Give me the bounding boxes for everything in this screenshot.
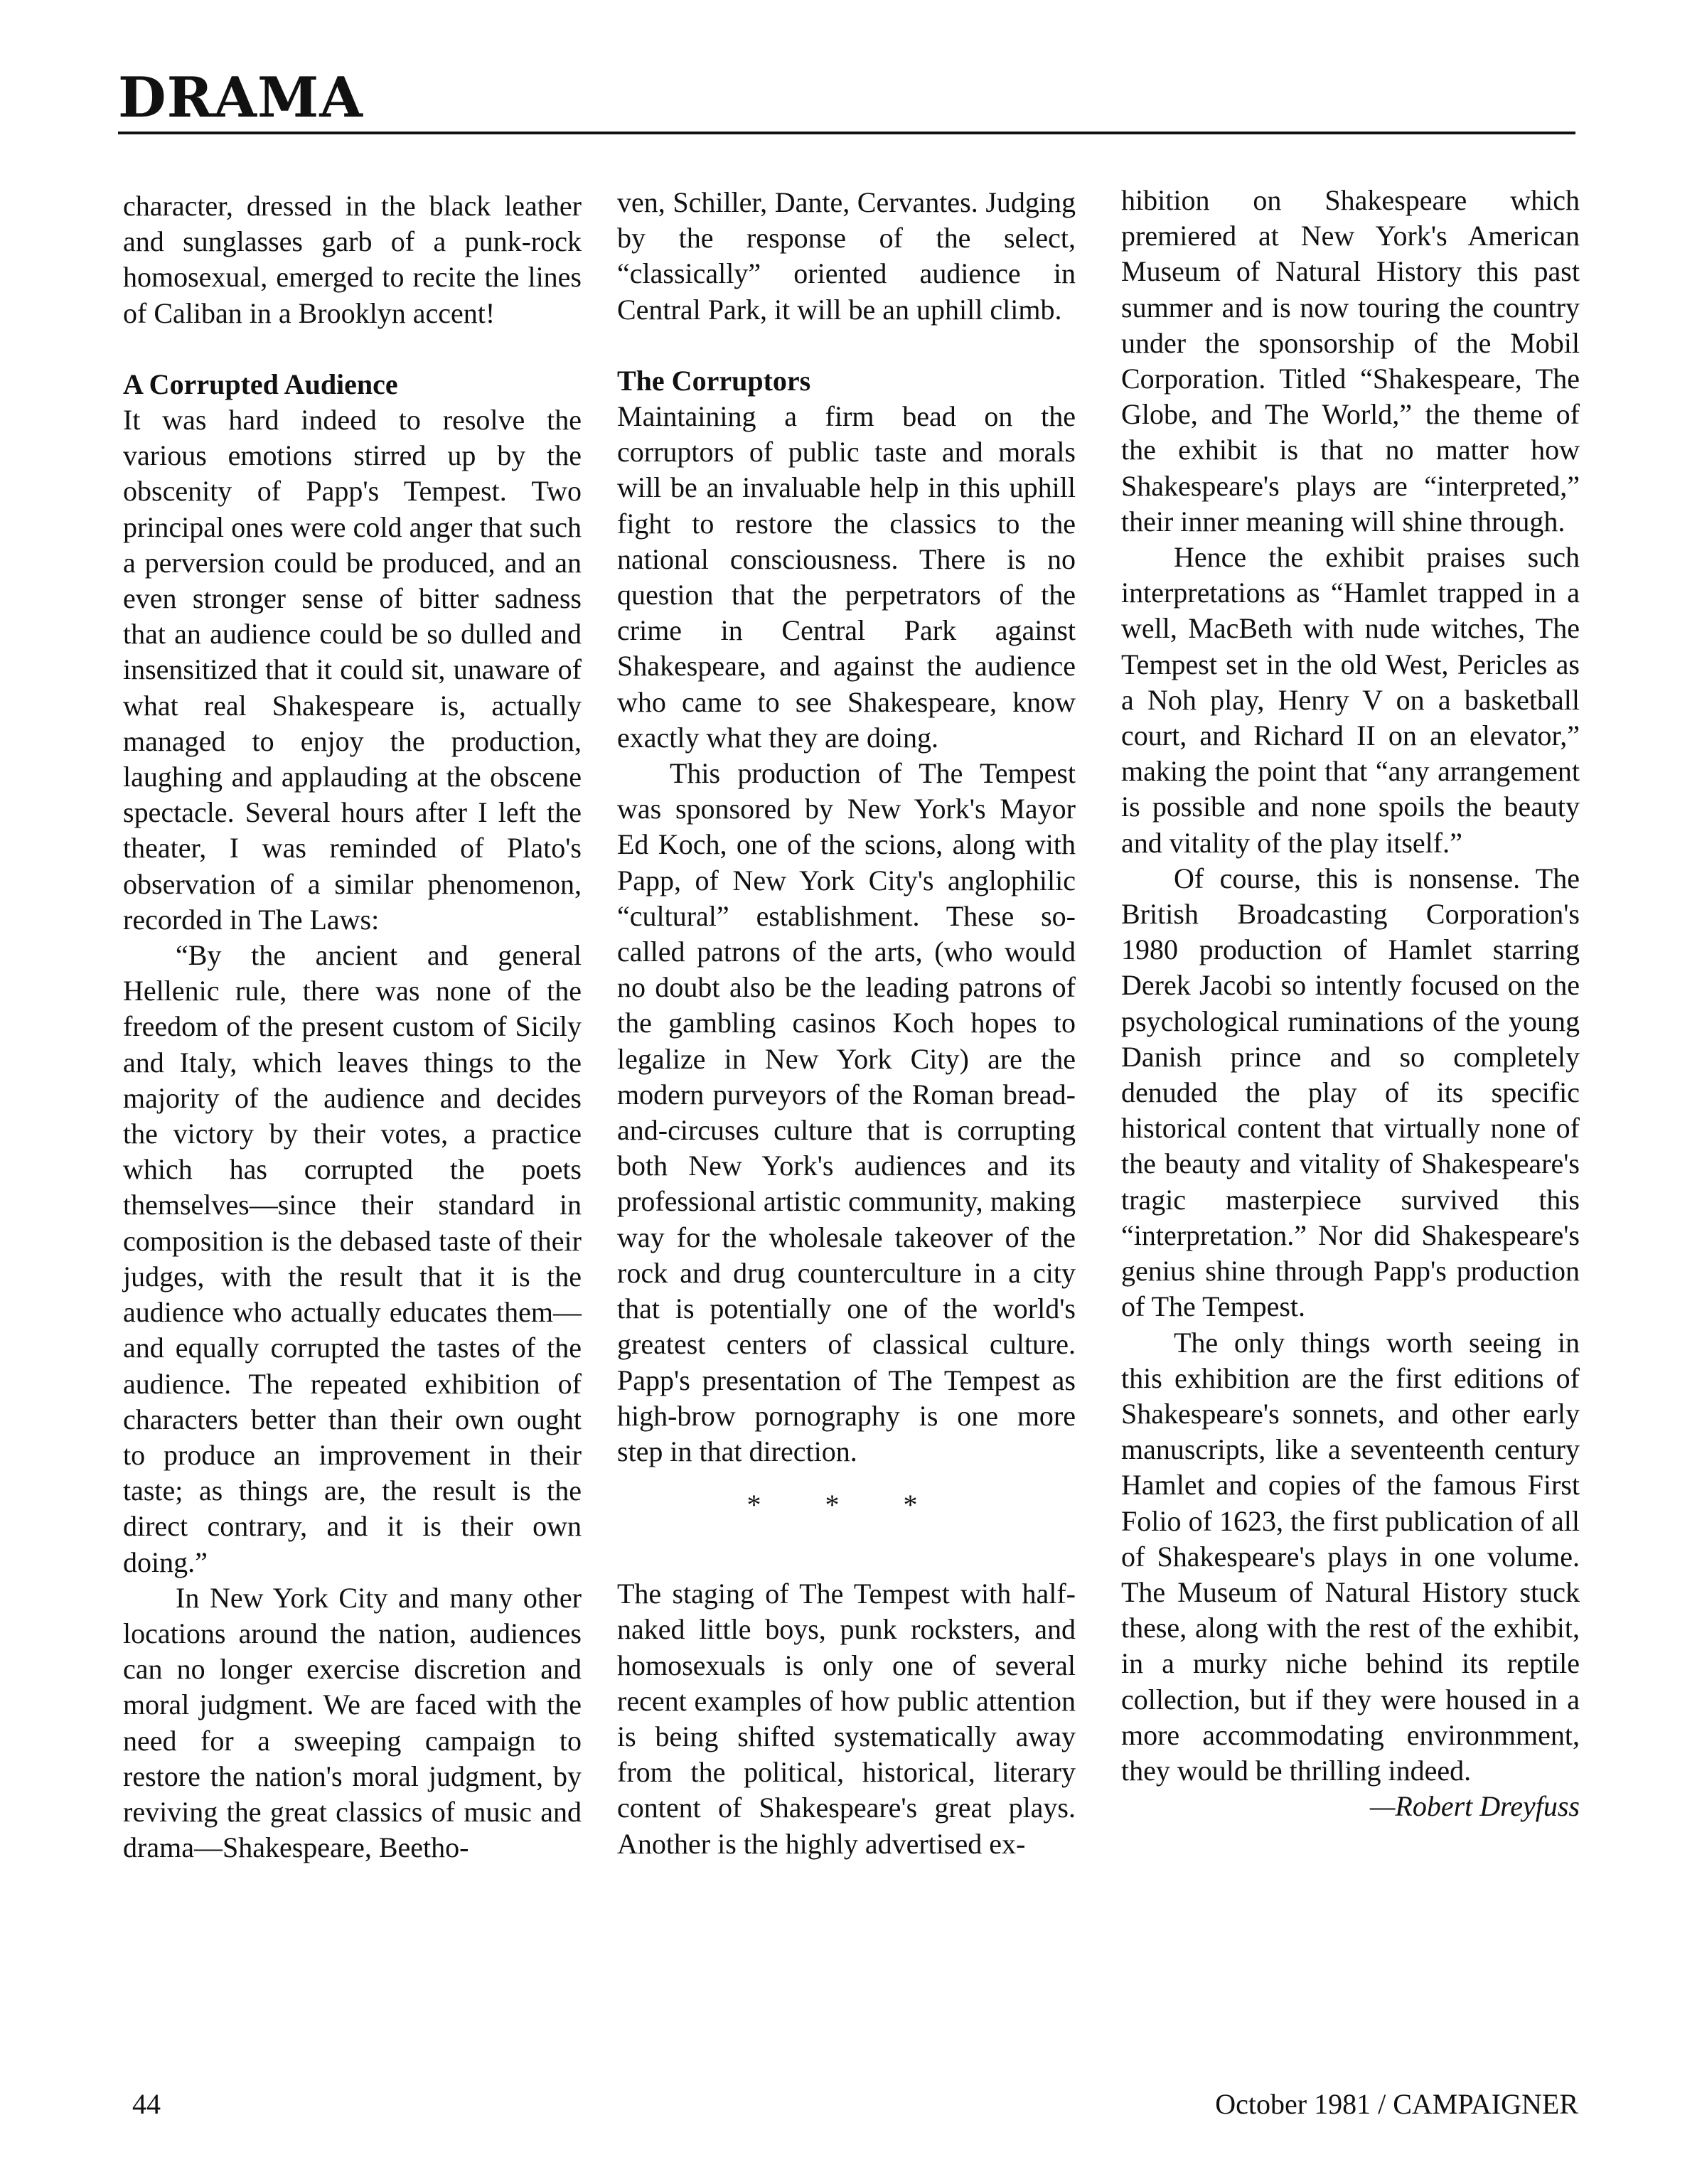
- subheading: The Corruptors: [617, 364, 811, 397]
- issue-masthead: October 1981 / CAMPAIGNER: [1215, 2088, 1578, 2120]
- column-3: [1121, 183, 1580, 1824]
- paragraph: In New York City and many other locations around the nation, audiences can no longer exercise discretion and moral judgment. We are faced with the need for a sweeping campaign to restore the nation's moral judgment, by reviving the great classics of music and drama—Shakespeare, Beetho-: [123, 1581, 582, 1864]
- paragraph: ven, Schiller, Dante, Cervantes. Judging by the response of the select, “classically” oriented audience in Central Park, it will be an uphill climb.: [617, 186, 1076, 326]
- paragraph: Hence the exhibit praises such interpretations as “Hamlet trapped in a well, MacBeth with nude witches, The Tempest set in the old West, Pericles as a Noh play, Henry V on a basketball court, and Richard II on an elevator,” making the point that “any arrangement is possible and none spoils the beauty and vitality of the play itself.”: [1121, 541, 1580, 859]
- column-2: [617, 185, 1076, 1862]
- author-attribution: —Robert Dreyfuss: [1369, 1790, 1580, 1823]
- section-separator: * * *: [746, 1489, 946, 1521]
- paragraph: It was hard indeed to resolve the various emotions stirred up by the obscenity of Papp's Tempest. Two principal ones were cold anger that such a perversion could be produced, and an even stronger sense of bitter sadness that an audience could be so dulled and insensitized that it could sit, unaware of what real Shakespeare is, actually managed to enjoy the production, laughing and applauding at the obscene spectacle. Several hours after I left the theater, I was reminded of Plato's observation of a similar phenomenon, recorded in The Laws:: [123, 404, 582, 936]
- paragraph: The staging of The Tempest with half-naked little boys, punk rocksters, and homosexuals is only one of several recent examples of how public attention is being shifted systematically away from the political, historical, literary content of Shakespeare's great plays. Another is the highly advertised ex-: [617, 1578, 1076, 1860]
- section-title: DRAMA: [118, 65, 363, 130]
- paragraph: Of course, this is nonsense. The British Broadcasting Corporation's 1980 production of Hamlet starring Derek Jacobi so intently focused on the psychological ruminations of the young Danish prince and so completely denuded the play of its specific historical content that virtually none of the beauty and vitality of Shakespeare's tragic masterpiece survived this “interpretation.” Nor did Shakespeare's genius shine through Papp's production of The Tempest.: [1121, 862, 1580, 1323]
- column-1: [123, 188, 582, 1866]
- paragraph: The only things worth seeing in this exhibition are the first editions of Shakespeare's sonnets, and other early manuscripts, like a seventeenth century Hamlet and copies of the famous First Folio of 1623, the first publication of all of Shakespeare's plays in one volume. The Museum of Natural History stuck these, along with the rest of the exhibit, in a murky niche behind its reptile collection, but if they were housed in a more accommodating environmment, they would be thrilling indeed.: [1121, 1326, 1580, 1787]
- page-number: 44: [132, 2088, 161, 2120]
- paragraph: Maintaining a firm bead on the corruptors of public taste and morals will be an invaluable help in this uphill fight to restore the classics to the national consciousness. There is no question that the perpetrators of the crime in Central Park against Shakespeare, and against the audience who came to see Shakespeare, know exactly what they are doing.: [617, 400, 1076, 754]
- block-quote: “By the ancient and general Hellenic rule, there was none of the freedom of the present custom of Sicily and Italy, which leaves things to the majority of the audience and decides the victory by their votes, a practice which has corrupted the poets themselves—since their standard in composition is the debased taste of their judges, with the result that it is the audience who actually educates them—and equally corrupted the tastes of the audience. The repeated exhibition of characters better than their own ought to produce an improvement in their taste; as things are, the result is the direct contrary, and it is their own doing.”: [123, 939, 582, 1578]
- paragraph: hibition on Shakespeare which premiered at New York's American Museum of Natural History this past summer and is now touring the country under the sponsorship of the Mobil Corporation. Titled “Shakespeare, The Globe, and The World,” the theme of the exhibit is that no matter how Shakespeare's plays are “interpreted,” their inner meaning will shine through.: [1121, 184, 1580, 537]
- paragraph: character, dressed in the black leather and sunglasses garb of a punk-rock homosexual, emerged to recite the lines of Caliban in a Brooklyn accent!: [123, 190, 582, 329]
- paragraph: This production of The Tempest was sponsored by New York's Mayor Ed Koch, one of the scions, along with Papp, of New York City's anglophilic “cultural” establishment. These so-called patrons of the arts, (who would no doubt also be the leading patrons of the gambling casinos Koch hopes to legalize in New York City) are the modern purveyors of the Roman bread-and-circuses culture that is corrupting both New York's audiences and its professional artistic community, making way for the wholesale takeover of the rock and drug counterculture in a city that is potentially one of the world's greatest centers of classical culture. Papp's presentation of The Tempest as high-brow pornography is one more step in that direction.: [617, 757, 1076, 1467]
- header-rule: [118, 132, 1575, 134]
- subheading: A Corrupted Audience: [123, 368, 398, 400]
